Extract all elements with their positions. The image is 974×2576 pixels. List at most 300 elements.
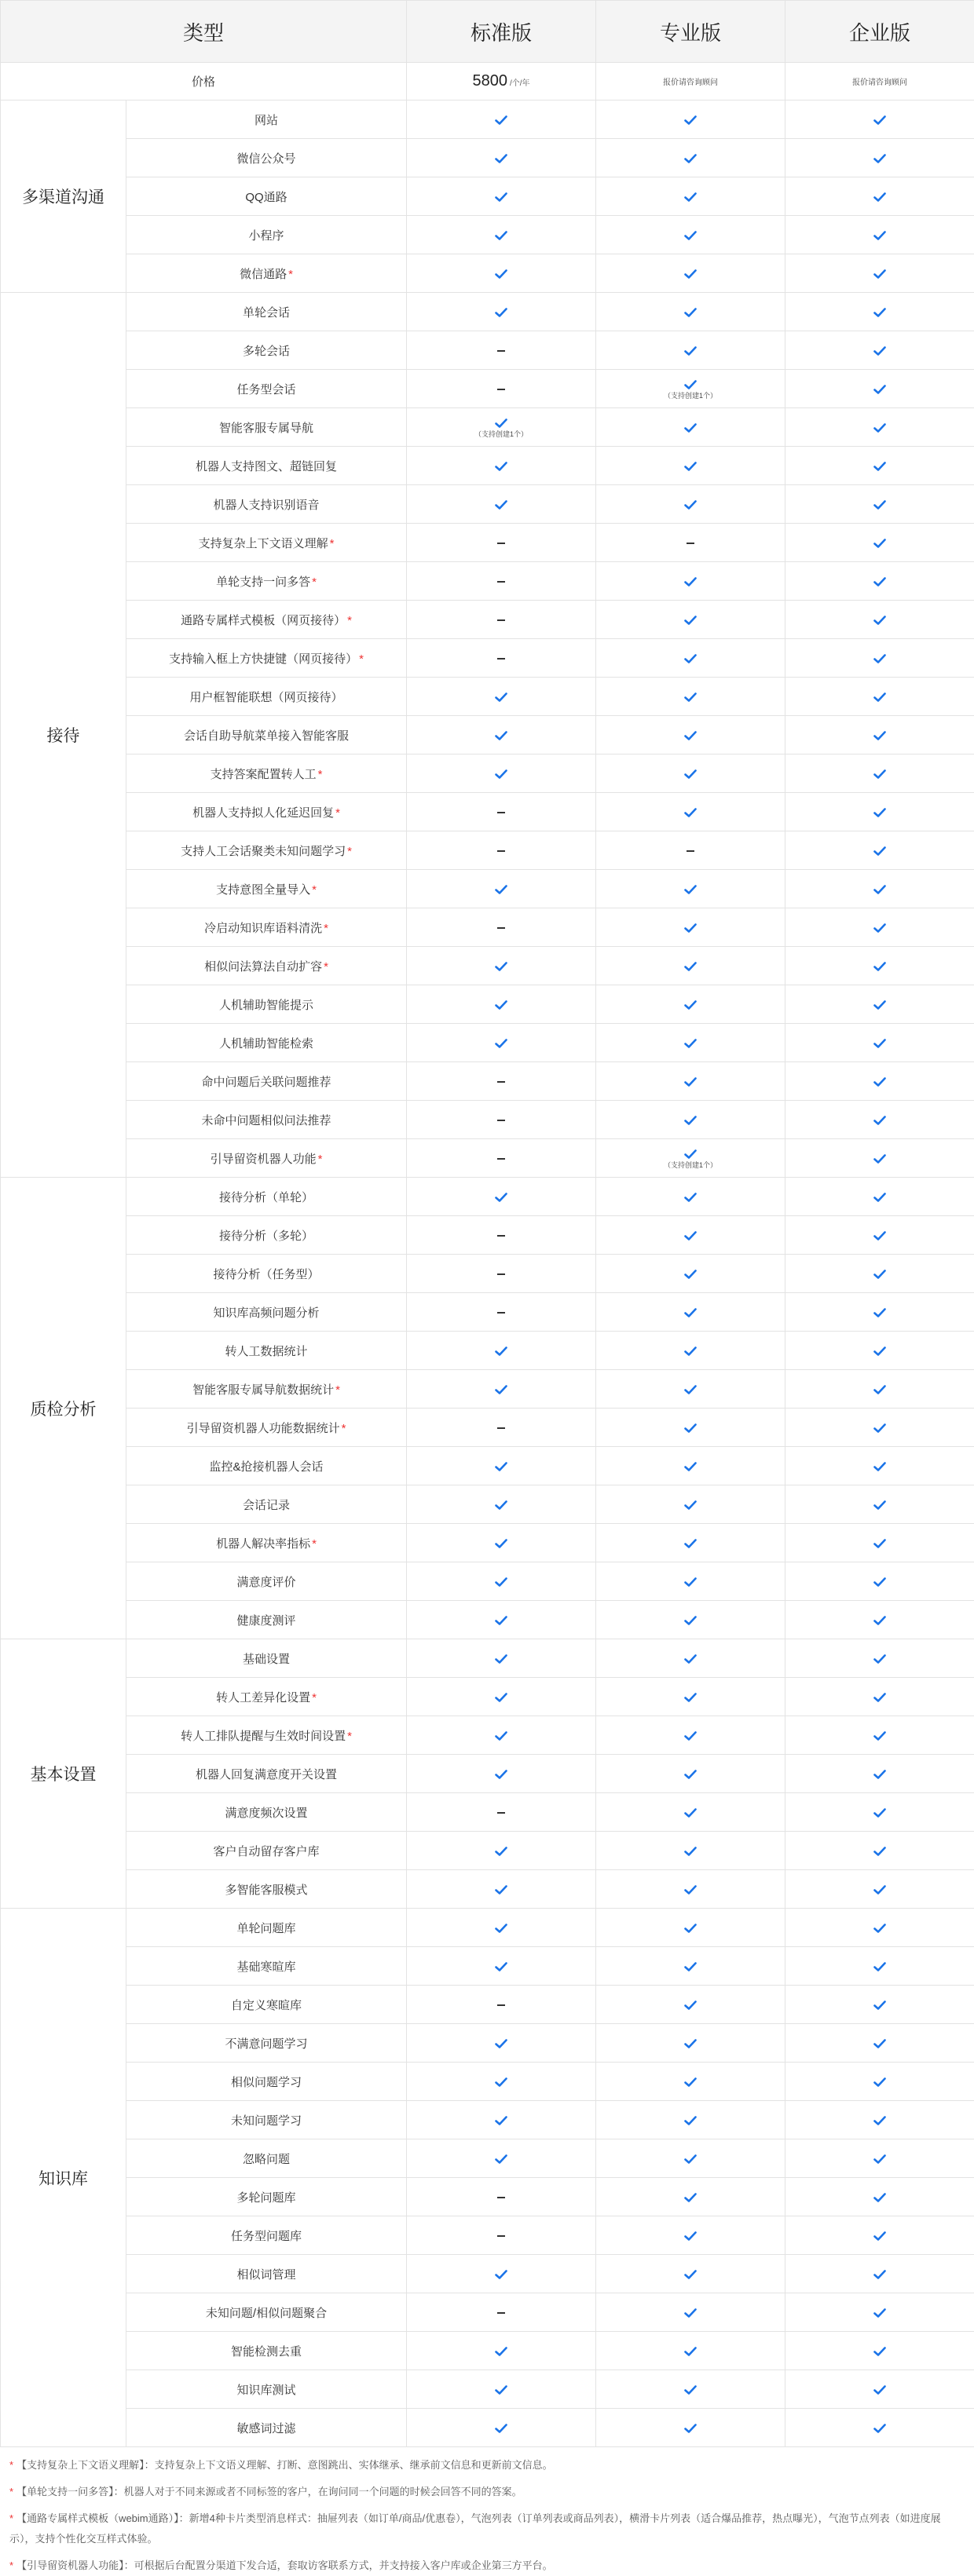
feature-label: 满意度频次设置 xyxy=(225,1807,308,1820)
check-icon xyxy=(684,1421,697,1434)
footnote-star-icon: * xyxy=(9,2486,13,2497)
check-icon xyxy=(873,498,886,511)
feature-label: 会话自助导航菜单接入智能客服 xyxy=(184,729,349,743)
check-icon xyxy=(684,575,697,588)
check-icon xyxy=(684,378,697,391)
check-icon xyxy=(873,344,886,357)
check-icon xyxy=(873,152,886,165)
check-icon xyxy=(684,690,697,703)
feature-name xyxy=(126,1678,407,1716)
cell-enterprise xyxy=(785,1293,974,1332)
feature-name xyxy=(126,1793,407,1832)
feature-label: 智能检测去重 xyxy=(231,2345,302,2359)
table-row xyxy=(1,1024,974,1062)
cell-standard xyxy=(407,2024,596,2063)
feature-name xyxy=(126,331,407,370)
check-icon xyxy=(495,998,507,1011)
feature-name xyxy=(126,1832,407,1870)
table-row xyxy=(1,1755,974,1793)
check-icon xyxy=(873,882,886,896)
required-star-icon: * xyxy=(324,922,328,935)
cell-pro xyxy=(596,755,785,793)
table-row xyxy=(1,100,974,139)
check-icon xyxy=(873,1267,886,1281)
check-icon xyxy=(684,113,697,126)
table-row xyxy=(1,1255,974,1293)
cell-enterprise xyxy=(785,1447,974,1485)
cell-enterprise xyxy=(785,1062,974,1101)
cell-standard xyxy=(407,485,596,524)
feature-label: 未命中问题相似问法推荐 xyxy=(202,1114,331,1127)
check-icon xyxy=(495,1729,507,1742)
header-type: 类型 xyxy=(1,1,407,63)
footnote-text: 【通路专属样式模板（webim通路）】：新增4种卡片类型消息样式：抽屉列表（如订单/商品/优惠卷），气泡列表（订单列表或商品列表），横滑卡片列表（适合爆品推荐，热点曝光），气泡节点列表（如进度展示），支持个性化交互样式体验。 xyxy=(9,2512,941,2545)
cell-pro xyxy=(596,1755,785,1793)
cell-pro xyxy=(596,254,785,293)
check-icon xyxy=(873,2229,886,2242)
cell-pro xyxy=(596,1524,785,1562)
table-row xyxy=(1,2101,974,2139)
cell-standard xyxy=(407,2139,596,2178)
feature-label: 智能客服专属导航数据统计 xyxy=(192,1383,334,1397)
cell-enterprise xyxy=(785,177,974,216)
footnote-star-icon: * xyxy=(9,2560,13,2571)
cell-enterprise xyxy=(785,216,974,254)
check-icon xyxy=(495,267,507,280)
check-icon xyxy=(873,2037,886,2050)
cell-enterprise xyxy=(785,562,974,601)
check-icon xyxy=(495,690,507,703)
feature-label: 支持答案配置转人工 xyxy=(211,768,317,781)
table-row xyxy=(1,1678,974,1716)
check-icon xyxy=(873,959,886,973)
check-icon xyxy=(873,998,886,1011)
feature-name xyxy=(126,1139,407,1178)
feature-name xyxy=(126,293,407,331)
cell-pro xyxy=(596,2255,785,2293)
check-icon xyxy=(684,2075,697,2088)
dash-icon xyxy=(497,927,505,929)
cell-standard xyxy=(407,1947,596,1986)
cell-standard xyxy=(407,1178,596,1216)
cell-enterprise xyxy=(785,755,974,793)
cell-enterprise xyxy=(785,1024,974,1062)
feature-name xyxy=(126,1101,407,1139)
required-star-icon: * xyxy=(312,575,317,589)
cell-pro xyxy=(596,1024,785,1062)
check-icon xyxy=(873,1806,886,1819)
feature-label: QQ通路 xyxy=(245,191,287,204)
check-icon xyxy=(684,1036,697,1050)
feature-label: 人机辅助智能检索 xyxy=(219,1037,313,1050)
feature-name xyxy=(126,1216,407,1255)
check-icon xyxy=(684,2267,697,2281)
cell-note: （支持创建1个） xyxy=(596,1161,785,1169)
dash-icon xyxy=(687,543,694,544)
cell-standard xyxy=(407,1986,596,2024)
feature-name xyxy=(126,985,407,1024)
table-row xyxy=(1,1601,974,1639)
feature-name xyxy=(126,2293,407,2332)
feature-name xyxy=(126,562,407,601)
table-row xyxy=(1,1409,974,1447)
check-icon xyxy=(495,1613,507,1627)
dash-icon xyxy=(497,619,505,621)
check-icon xyxy=(684,767,697,780)
feature-name xyxy=(126,408,407,447)
check-icon xyxy=(684,1921,697,1935)
feature-label: 小程序 xyxy=(249,229,284,243)
cell-enterprise xyxy=(785,1716,974,1755)
check-icon xyxy=(495,152,507,165)
check-icon xyxy=(684,2344,697,2358)
check-icon xyxy=(684,2152,697,2165)
check-icon xyxy=(495,1190,507,1204)
feature-name xyxy=(126,139,407,177)
table-row xyxy=(1,1716,974,1755)
cell-enterprise xyxy=(785,1832,974,1870)
cell-pro xyxy=(596,1370,785,1409)
feature-label: 通路专属样式模板（网页接待） xyxy=(181,614,346,627)
check-icon xyxy=(873,1190,886,1204)
required-star-icon: * xyxy=(335,1383,340,1397)
cell-standard xyxy=(407,2332,596,2370)
check-icon xyxy=(684,1113,697,1127)
feature-name xyxy=(126,447,407,485)
cell-enterprise xyxy=(785,1947,974,1986)
check-icon xyxy=(495,2037,507,2050)
check-icon xyxy=(684,1883,697,1896)
check-icon xyxy=(873,575,886,588)
feature-name xyxy=(126,216,407,254)
dash-icon xyxy=(497,2197,505,2198)
feature-name xyxy=(126,524,407,562)
dash-icon xyxy=(497,1235,505,1237)
table-row xyxy=(1,716,974,755)
feature-name xyxy=(126,1601,407,1639)
check-icon xyxy=(684,459,697,473)
cell-pro xyxy=(596,562,785,601)
check-icon xyxy=(873,1383,886,1396)
feature-label: 多智能客服模式 xyxy=(225,1884,308,1897)
table-row xyxy=(1,755,974,793)
cell-standard xyxy=(407,601,596,639)
feature-name xyxy=(126,870,407,908)
dash-icon xyxy=(497,389,505,390)
feature-label: 机器人支持图文、超链回复 xyxy=(196,460,337,473)
check-icon xyxy=(684,1229,697,1242)
check-icon xyxy=(873,305,886,319)
feature-label: 机器人解决率指标 xyxy=(216,1537,310,1551)
check-icon xyxy=(873,844,886,857)
cell-enterprise xyxy=(785,793,974,831)
check-icon xyxy=(495,1383,507,1396)
check-icon xyxy=(684,2229,697,2242)
cell-standard xyxy=(407,177,596,216)
cell-enterprise xyxy=(785,716,974,755)
feature-label: 支持人工会话聚类未知问题学习 xyxy=(181,845,346,858)
check-icon xyxy=(684,1536,697,1550)
dash-icon xyxy=(497,1158,505,1160)
price-pro xyxy=(596,63,785,100)
cell-standard xyxy=(407,947,596,985)
feature-label: 引导留资机器人功能 xyxy=(211,1153,317,1166)
cell-pro xyxy=(596,370,785,408)
cell-enterprise xyxy=(785,2409,974,2447)
check-icon xyxy=(873,1690,886,1704)
cell-enterprise xyxy=(785,870,974,908)
cell-standard xyxy=(407,1870,596,1909)
footnote-text: 【引导留资机器人功能】：可根据后台配置分渠道下发合适，套取访客联系方式，并支持接入客户库或企业第三方平台。 xyxy=(16,2560,553,2571)
cell-enterprise xyxy=(785,1870,974,1909)
check-icon xyxy=(684,1613,697,1627)
table-row xyxy=(1,947,974,985)
cell-standard xyxy=(407,2370,596,2409)
check-icon xyxy=(684,998,697,1011)
table-row xyxy=(1,293,974,331)
dash-icon xyxy=(497,850,505,852)
table-row xyxy=(1,1832,974,1870)
cell-enterprise xyxy=(785,254,974,293)
price-standard xyxy=(407,63,596,100)
check-icon xyxy=(873,1921,886,1935)
header-enterprise: 企业版 xyxy=(785,1,974,63)
feature-label: 敏感词过滤 xyxy=(237,2422,296,2435)
feature-label: 会话记录 xyxy=(243,1499,290,1512)
check-icon xyxy=(873,652,886,665)
check-icon xyxy=(873,1421,886,1434)
cell-pro xyxy=(596,1986,785,2024)
check-icon xyxy=(873,1152,886,1165)
footnote-text: 【支持复杂上下文语义理解】：支持复杂上下文语义理解、打断、意图跳出、实体继承、继承前文信息和更新前文信息。 xyxy=(16,2459,553,2471)
cell-standard xyxy=(407,1562,596,1601)
cell-standard xyxy=(407,524,596,562)
cell-pro xyxy=(596,2293,785,2332)
cell-standard xyxy=(407,293,596,331)
cell-standard xyxy=(407,1793,596,1832)
check-icon xyxy=(684,921,697,934)
feature-label: 单轮问题库 xyxy=(237,1922,296,1935)
check-icon xyxy=(684,1575,697,1588)
cell-pro xyxy=(596,1485,785,1524)
feature-name xyxy=(126,2332,407,2370)
feature-label: 机器人支持拟人化延迟回复 xyxy=(192,806,334,820)
cell-standard xyxy=(407,1716,596,1755)
cell-standard xyxy=(407,831,596,870)
feature-label: 网站 xyxy=(254,114,278,127)
check-icon xyxy=(873,1998,886,2011)
feature-name xyxy=(126,2063,407,2101)
check-icon xyxy=(684,652,697,665)
cell-enterprise xyxy=(785,1755,974,1793)
table-row xyxy=(1,831,974,870)
cell-standard xyxy=(407,2178,596,2216)
price-standard-value: 5800 xyxy=(472,72,507,90)
feature-label: 多轮问题库 xyxy=(237,2191,296,2205)
cell-standard xyxy=(407,1909,596,1947)
cell-enterprise xyxy=(785,678,974,716)
cell-pro xyxy=(596,1178,785,1216)
footnote xyxy=(9,2556,965,2576)
cell-enterprise xyxy=(785,485,974,524)
feature-label: 冷启动知识库语料清洗 xyxy=(204,922,322,935)
feature-name xyxy=(126,1947,407,1986)
check-icon xyxy=(684,2037,697,2050)
cell-pro xyxy=(596,331,785,370)
cell-standard xyxy=(407,447,596,485)
cell-enterprise xyxy=(785,639,974,678)
cell-enterprise xyxy=(785,331,974,370)
check-icon xyxy=(873,382,886,396)
cell-pro xyxy=(596,678,785,716)
dash-icon xyxy=(497,350,505,352)
feature-name xyxy=(126,485,407,524)
check-icon xyxy=(684,1960,697,1973)
check-icon xyxy=(873,113,886,126)
cell-pro xyxy=(596,485,785,524)
cell-enterprise xyxy=(785,370,974,408)
table-row xyxy=(1,2178,974,2216)
check-icon xyxy=(684,2421,697,2435)
price-enterprise xyxy=(785,63,974,100)
table-row xyxy=(1,139,974,177)
check-icon xyxy=(873,1536,886,1550)
check-icon xyxy=(684,959,697,973)
check-icon xyxy=(495,2114,507,2127)
check-icon xyxy=(495,459,507,473)
cell-standard xyxy=(407,1485,596,1524)
cell-enterprise xyxy=(785,1909,974,1947)
dash-icon xyxy=(497,581,505,583)
cell-pro xyxy=(596,1447,785,1485)
check-icon xyxy=(495,2152,507,2165)
cell-enterprise xyxy=(785,1678,974,1716)
cell-standard xyxy=(407,1216,596,1255)
footnote-star-icon: * xyxy=(9,2512,13,2524)
check-icon xyxy=(495,2267,507,2281)
cell-pro xyxy=(596,2063,785,2101)
table-header-row xyxy=(1,1,974,63)
feature-name xyxy=(126,1755,407,1793)
cell-standard xyxy=(407,870,596,908)
cell-pro xyxy=(596,2178,785,2216)
cell-standard xyxy=(407,1370,596,1409)
cell-standard xyxy=(407,793,596,831)
required-star-icon: * xyxy=(288,268,293,281)
cell-standard xyxy=(407,139,596,177)
check-icon xyxy=(495,2383,507,2396)
dash-icon xyxy=(497,1427,505,1429)
cell-pro xyxy=(596,716,785,755)
cell-pro xyxy=(596,1062,785,1101)
feature-label: 单轮会话 xyxy=(243,306,290,320)
table-row xyxy=(1,1332,974,1370)
cell-pro xyxy=(596,1601,785,1639)
dash-icon xyxy=(497,1812,505,1814)
check-icon xyxy=(873,2191,886,2204)
cell-pro xyxy=(596,870,785,908)
check-icon xyxy=(873,921,886,934)
cell-enterprise xyxy=(785,1562,974,1601)
table-row xyxy=(1,2255,974,2293)
cell-standard xyxy=(407,2255,596,2293)
check-icon xyxy=(495,2075,507,2088)
cell-pro xyxy=(596,985,785,1024)
cell-standard xyxy=(407,216,596,254)
check-icon xyxy=(873,1075,886,1088)
check-icon xyxy=(684,2306,697,2319)
feature-name xyxy=(126,1062,407,1101)
group-label: 多渠道沟通 xyxy=(1,100,126,293)
cell-standard xyxy=(407,1832,596,1870)
cell-enterprise xyxy=(785,2255,974,2293)
cell-pro xyxy=(596,1716,785,1755)
table-row xyxy=(1,1178,974,1216)
cell-standard xyxy=(407,2409,596,2447)
cell-standard xyxy=(407,1409,596,1447)
group-label: 基本设置 xyxy=(1,1639,126,1909)
table-row xyxy=(1,562,974,601)
feature-name xyxy=(126,1562,407,1601)
cell-pro xyxy=(596,293,785,331)
feature-label: 支持意图全量导入 xyxy=(216,883,310,897)
feature-label: 转人工数据统计 xyxy=(225,1345,308,1358)
cell-enterprise xyxy=(785,1409,974,1447)
feature-name xyxy=(126,1255,407,1293)
check-icon xyxy=(684,1844,697,1858)
check-icon xyxy=(495,190,507,203)
check-icon xyxy=(684,152,697,165)
check-icon xyxy=(495,1883,507,1896)
cell-standard xyxy=(407,1524,596,1562)
cell-pro xyxy=(596,793,785,831)
dash-icon xyxy=(497,1120,505,1121)
table-row xyxy=(1,601,974,639)
check-icon xyxy=(873,1344,886,1357)
cell-pro xyxy=(596,1293,785,1332)
check-icon xyxy=(684,1383,697,1396)
required-star-icon: * xyxy=(330,537,335,550)
feature-name xyxy=(126,1986,407,2024)
table-row xyxy=(1,1870,974,1909)
dash-icon xyxy=(497,543,505,544)
footnotes xyxy=(0,2447,974,2576)
feature-name xyxy=(126,254,407,293)
cell-enterprise xyxy=(785,947,974,985)
required-star-icon: * xyxy=(312,1537,317,1551)
dash-icon xyxy=(497,812,505,813)
cell-standard xyxy=(407,331,596,370)
required-star-icon: * xyxy=(347,1730,352,1743)
feature-name xyxy=(126,1447,407,1485)
feature-label: 不满意问题学习 xyxy=(225,2037,308,2051)
check-icon xyxy=(684,1460,697,1473)
check-icon xyxy=(684,344,697,357)
cell-enterprise xyxy=(785,447,974,485)
cell-enterprise xyxy=(785,293,974,331)
feature-name xyxy=(126,2255,407,2293)
check-icon xyxy=(684,729,697,742)
price-row xyxy=(1,63,974,100)
cell-enterprise xyxy=(785,985,974,1024)
cell-pro xyxy=(596,1678,785,1716)
check-icon xyxy=(495,729,507,742)
check-icon xyxy=(873,1613,886,1627)
table-row xyxy=(1,1947,974,1986)
feature-label: 未知问题/相似问题聚合 xyxy=(206,2307,327,2320)
check-icon xyxy=(495,1921,507,1935)
cell-enterprise xyxy=(785,1485,974,1524)
